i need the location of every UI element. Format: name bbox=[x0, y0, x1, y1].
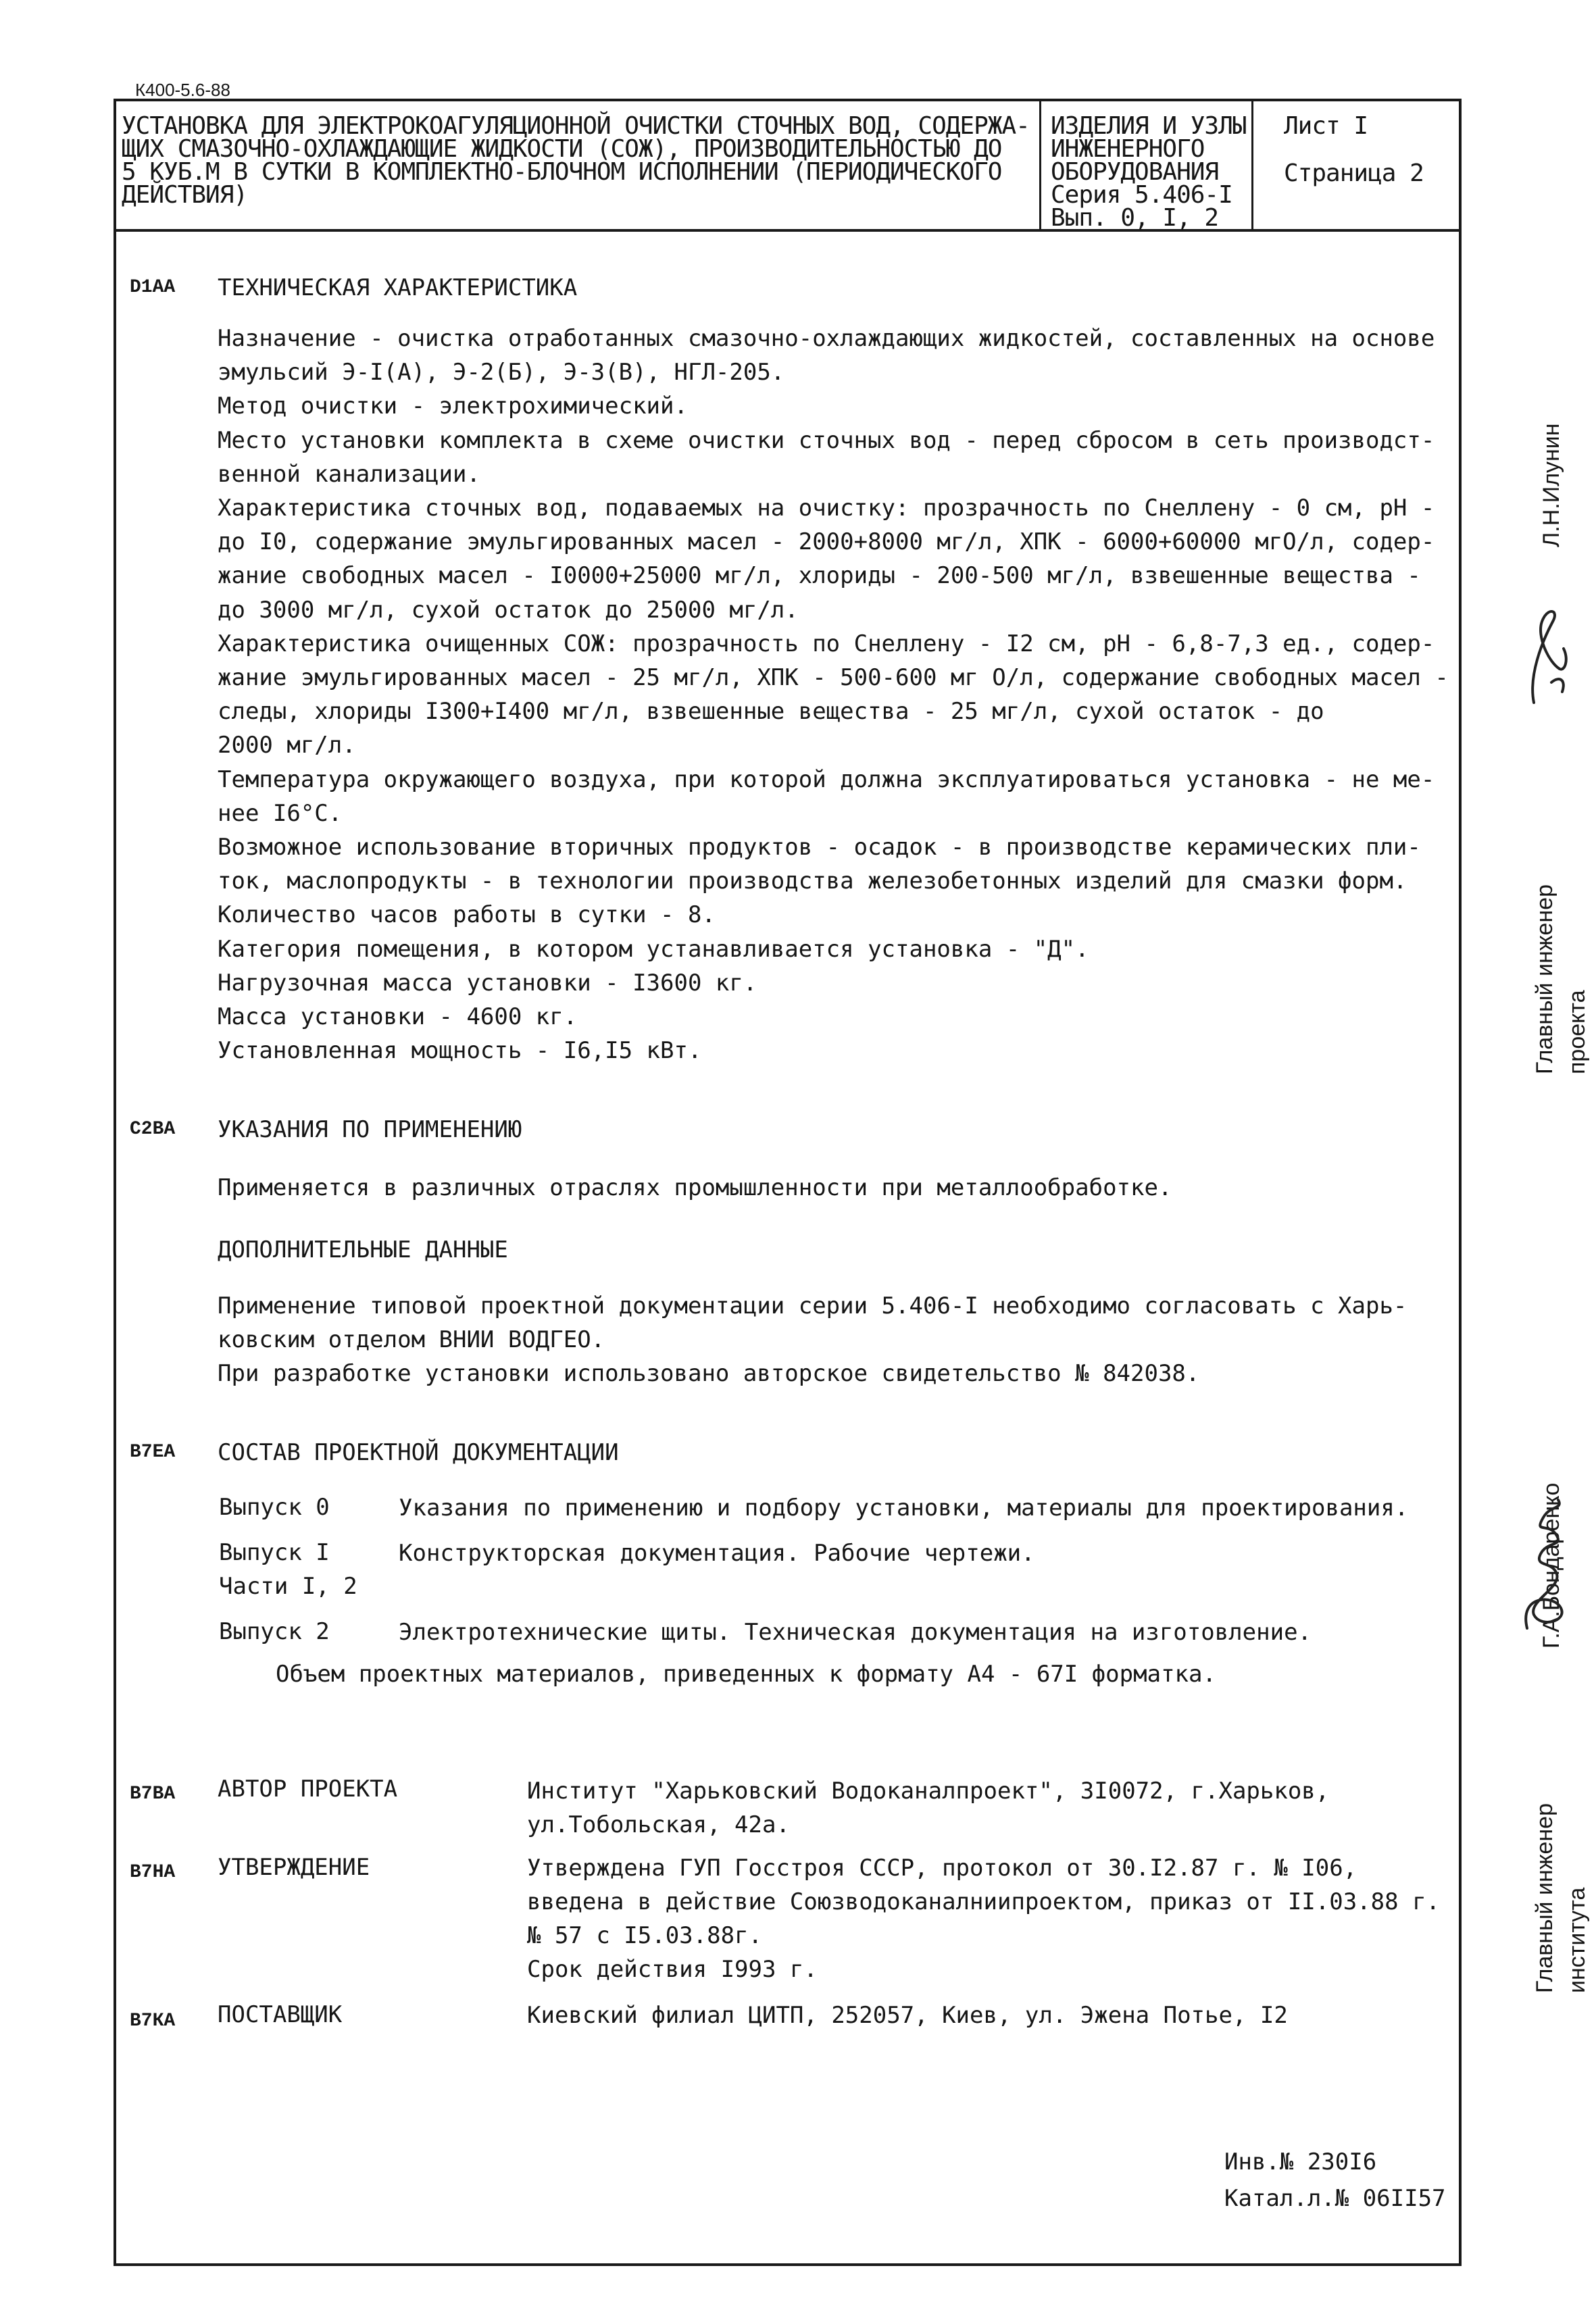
series-line: Серия 5.406-I bbox=[1051, 181, 1232, 209]
section-title: ДОПОЛНИТЕЛЬНЫЕ ДАННЫЕ bbox=[218, 1236, 508, 1263]
chief-project-engineer-name: Л.Н.Илунин bbox=[1539, 423, 1564, 547]
section-title: ПОСТАВЩИК bbox=[218, 2001, 343, 2028]
text-line: до 3000 мг/л, сухой остаток до 25000 мг/л. bbox=[218, 596, 799, 624]
inventory-number: Инв.№ 230I6 bbox=[1224, 2148, 1377, 2175]
section-code: В7ВА bbox=[130, 1784, 176, 1805]
section-title: АВТОР ПРОЕКТА bbox=[218, 1776, 398, 1803]
text-line: эмульсий Э-I(А), Э-2(Б), Э-3(В), НГЛ-205. bbox=[218, 359, 785, 386]
text-line: Нагрузочная масса установки - I3600 кг. bbox=[218, 969, 757, 997]
text-line: Место установки комплекта в схеме очистки сточных вод - перед сбросом в сеть производст- bbox=[218, 426, 1435, 454]
author-value: Институт "Харьковский Водоканалпроект", 3I0072, г.Харьков, ул.Тобольская, 42а. bbox=[527, 1778, 1330, 1838]
series-line: ОБОРУДОВАНИЯ bbox=[1051, 158, 1219, 186]
title-line: 5 КУБ.М В СУТКИ В КОМПЛЕКТНО-БЛОЧНОМ ИСПОЛНЕНИИ (ПЕРИОДИЧЕСКОГО bbox=[122, 158, 1002, 186]
document-title bbox=[122, 112, 1034, 209]
section-code: C2BA bbox=[130, 1119, 176, 1140]
volume-description: Конструкторская документация. Рабочие чертежи. bbox=[399, 1540, 1035, 1567]
page-number: Страница 2 bbox=[1284, 159, 1424, 187]
section-title: УКАЗАНИЯ ПО ПРИМЕНЕНИЮ bbox=[218, 1116, 522, 1143]
text-line: Категория помещения, в котором устанавливается установка - "Д". bbox=[218, 935, 1089, 963]
text-line: Масса установки - 4600 кг. bbox=[218, 1003, 578, 1031]
text-line: следы, хлориды I300+I400 мг/л, взвешенные вещества - 25 мг/л, сухой остаток - до bbox=[218, 698, 1324, 726]
text-line: ковским отделом ВНИИ ВОДГЕО. bbox=[218, 1326, 605, 1354]
volume-label: Выпуск 2 bbox=[219, 1618, 330, 1645]
volume-parts: Части I, 2 bbox=[219, 1573, 357, 1600]
section-title: СОСТАВ ПРОЕКТНОЙ ДОКУМЕНТАЦИИ bbox=[218, 1439, 619, 1466]
chief-project-engineer-label: Главный инженер проекта bbox=[1532, 884, 1590, 1074]
text-line: нее I6°С. bbox=[218, 799, 343, 827]
title-line: УСТАНОВКА ДЛЯ ЭЛЕКТРОКОАГУЛЯЦИОННОЙ ОЧИСТКИ СТОЧНЫХ ВОД, СОДЕРЖА- bbox=[122, 112, 1030, 140]
text-line: венной канализации. bbox=[218, 460, 480, 488]
header-column-divider bbox=[1039, 99, 1041, 230]
chief-institute-engineer-name: Г.А.Бондаренко bbox=[1539, 1482, 1564, 1649]
additional-data-text bbox=[218, 1289, 1454, 1391]
text-line: Характеристика сточных вод, подаваемых на очистку: прозрачность по Снеллену - 0 см, рН - bbox=[218, 495, 1435, 522]
title-line: ДЕЙСТВИЯ) bbox=[122, 181, 248, 209]
document-code: К400-5.6-88 bbox=[135, 80, 230, 100]
section-code: В7КА bbox=[130, 2011, 176, 2032]
section-code: D1AA bbox=[130, 277, 176, 298]
volume-label: Выпуск 0 bbox=[219, 1494, 330, 1521]
section-title: УТВЕРЖДЕНИЕ bbox=[218, 1854, 370, 1881]
header-divider bbox=[114, 229, 1462, 232]
text-line: Характеристика очищенных СОЖ: прозрачность по Снеллену - I2 см, рН - 6,8-7,3 ед., содер- bbox=[218, 630, 1435, 657]
section-code: В7ЕА bbox=[130, 1442, 176, 1463]
text-line: до I0, содержание эмульгированных масел - 2000+8000 мг/л, ХПК - 6000+60000 мгО/л, содер- bbox=[218, 528, 1435, 556]
volume-label: Выпуск I bbox=[219, 1539, 330, 1566]
series-line: ИЗДЕЛИЯ И УЗЛЫ bbox=[1051, 112, 1247, 140]
text-line: Назначение - очистка отработанных смазочно-охлаждающих жидкостей, составленных на основе bbox=[218, 325, 1435, 352]
usage-text bbox=[218, 1171, 1454, 1205]
text-line: При разработке установки использовано авторское свидетельство № 842038. bbox=[218, 1360, 1200, 1388]
chief-institute-engineer-label: Главный инженер института bbox=[1532, 1803, 1590, 1993]
section-title: ТЕХНИЧЕСКАЯ ХАРАКТЕРИСТИКА bbox=[218, 274, 578, 301]
text-line: Количество часов работы в сутки - 8. bbox=[218, 901, 716, 929]
catalog-number: Катал.л.№ 06II57 bbox=[1224, 2185, 1446, 2212]
series-info bbox=[1051, 112, 1253, 232]
text-line: Температура окружающего воздуха, при которой должна эксплуатироваться установка - не ме- bbox=[218, 765, 1435, 793]
text-line: жание эмульгированных масел - 25 мг/л, ХПК - 500-600 мг О/л, содержание свободных масел - bbox=[218, 664, 1449, 692]
supplier-value: Киевский филиал ЦИТП, 252057, Киев, ул. Эжена Потье, I2 bbox=[527, 2002, 1288, 2029]
documentation-summary: Объем проектных материалов, приведенных к формату А4 - 67I форматка. bbox=[276, 1661, 1216, 1688]
sheet-number: Лист I bbox=[1284, 112, 1368, 140]
text-line: жание свободных масел - I0000+25000 мг/л, хлориды - 200-500 мг/л, взвешенные вещества - bbox=[218, 562, 1421, 590]
signature-bondarenko bbox=[1514, 1493, 1581, 1642]
text-line: Метод очистки - электрохимический. bbox=[218, 393, 688, 420]
title-line: ЩИХ СМАЗОЧНО-ОХЛАЖДАЮЩИЕ ЖИДКОСТИ (СОЖ), ПРОИЗВОДИТЕЛЬНОСТЬЮ ДО bbox=[122, 135, 1002, 163]
text-line: Применяется в различных отраслях промышленности при металлообработке. bbox=[218, 1174, 1172, 1201]
text-line: Возможное использование вторичных продуктов - осадок - в производстве керамических пли- bbox=[218, 834, 1421, 861]
approval-value: Утверждена ГУП Госстроя СССР, протокол от 30.I2.87 г. № I06, введена в действие Союзводоканалниипроектом, приказ от II.03.88 г. № 57 с I5.03.88г. Срок действия I993 г. bbox=[527, 1855, 1441, 1983]
text-line: Установленная мощность - I6,I5 кВт. bbox=[218, 1037, 702, 1065]
volume-description: Электротехнические щиты. Техническая документация на изготовление. bbox=[399, 1619, 1312, 1646]
signature-ilunin bbox=[1522, 595, 1576, 709]
series-line: ИНЖЕНЕРНОГО bbox=[1051, 135, 1205, 163]
volume-description: Указания по применению и подбору установки, материалы для проектирования. bbox=[399, 1494, 1409, 1521]
text-line: ток, маслопродукты - в технологии производства железобетонных изделий для смазки форм. bbox=[218, 867, 1407, 895]
series-line: Вып. 0, I, 2 bbox=[1051, 204, 1219, 232]
section-code: В7НА bbox=[130, 1862, 176, 1883]
tech-characteristics-text bbox=[218, 322, 1454, 1067]
text-line: Применение типовой проектной документации серии 5.406-I необходимо согласовать с Харь- bbox=[218, 1292, 1407, 1319]
text-line: 2000 мг/л. bbox=[218, 732, 356, 759]
